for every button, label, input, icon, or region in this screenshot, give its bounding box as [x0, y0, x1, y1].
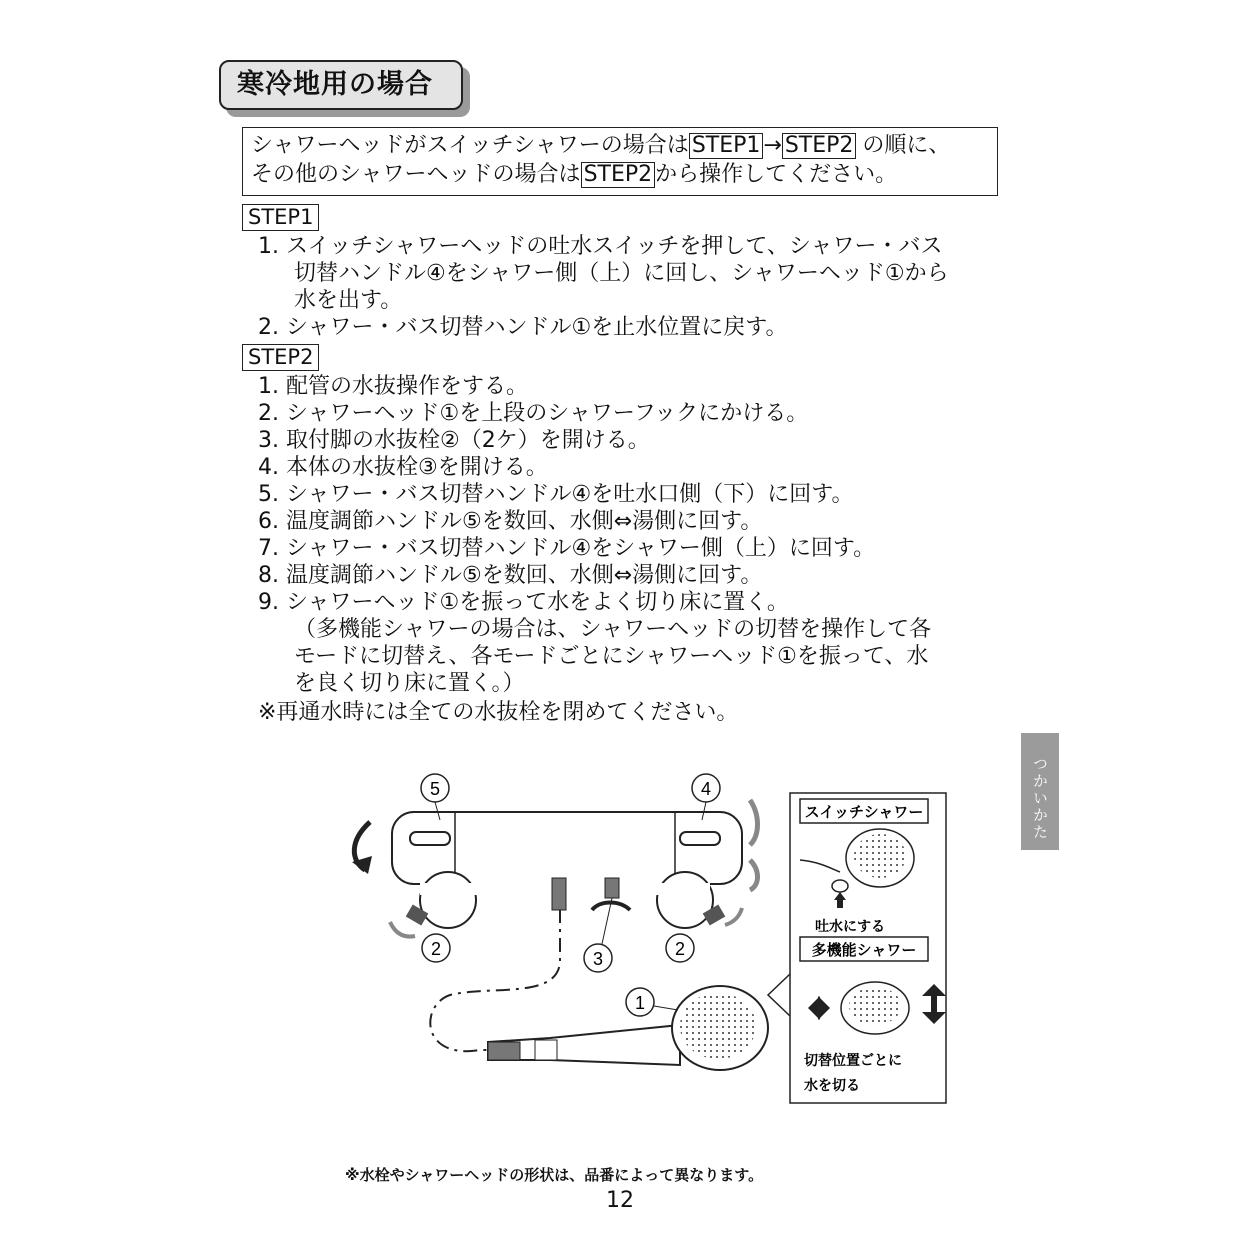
step1-tag: STEP1: [689, 133, 764, 159]
step1-line: 2. シャワー・バス切替ハンドル①を止水位置に戻す。: [258, 315, 788, 340]
section-title: 寒冷地用の場合: [219, 60, 463, 110]
step2-line: 5. シャワー・バス切替ハンドル④を吐水口側（下）に回す。: [258, 482, 854, 507]
step1-line: 1. スイッチシャワーヘッドの吐水スイッチを押して、シャワー・バス: [258, 234, 943, 259]
svg-text:5: 5: [429, 779, 441, 799]
svg-text:4: 4: [700, 779, 712, 799]
step1-line: 水を出す。: [294, 288, 403, 313]
step2-line: 7. シャワー・バス切替ハンドル④をシャワー側（上）に回す。: [258, 536, 876, 561]
intro-text: シャワーヘッドがスイッチシャワーの場合は: [251, 133, 689, 158]
side-tab: つかいかた: [1021, 733, 1059, 850]
footnote: ※水栓やシャワーヘッドの形状は、品番によって異なります。: [345, 1166, 764, 1184]
step2-line: モードに切替え、各モードごとにシャワーヘッド①を振って、水: [294, 644, 929, 669]
step2-line: 8. 温度調節ハンドル⑤を数回、水側⇔湯側に回す。: [258, 563, 763, 588]
step1-line: 切替ハンドル④をシャワー側（上）に回し、シャワーヘッド①から: [294, 261, 949, 286]
step2-line: 4. 本体の水抜栓③を開ける。: [258, 455, 548, 480]
faucet-diagram: [330, 760, 970, 1120]
step2-tag: STEP2: [581, 162, 656, 188]
switch-caption: 吐水にする: [815, 919, 885, 935]
step2-line: （多機能シャワーの場合は、シャワーヘッドの切替を操作して各: [294, 617, 932, 642]
svg-text:3: 3: [592, 949, 604, 969]
step2-line: 1. 配管の水抜操作をする。: [258, 374, 528, 399]
multi-caption-2: 水を切る: [804, 1078, 860, 1094]
intro-text: から操作してください。: [655, 162, 898, 187]
arrow: →: [763, 133, 782, 158]
step2-line: を良く切り床に置く。）: [294, 671, 525, 696]
step2-line: 6. 温度調節ハンドル⑤を数回、水側⇔湯側に回す。: [258, 509, 763, 534]
multi-caption-1: 切替位置ごとに: [804, 1053, 902, 1069]
intro-line-1: [251, 131, 997, 160]
step2-label: STEP2: [242, 344, 319, 371]
intro-box: [242, 127, 998, 196]
step2-line: 3. 取付脚の水抜栓②（2ケ）を開ける。: [258, 428, 650, 453]
intro-text: の順に、: [862, 133, 951, 158]
intro-line-2: [251, 160, 997, 189]
step2-note: ※再通水時には全ての水抜栓を閉めてください。: [258, 700, 739, 725]
svg-text:2: 2: [674, 939, 686, 959]
intro-text: その他のシャワーヘッドの場合は: [251, 162, 581, 187]
step2-line: 9. シャワーヘッド①を振って水をよく切り床に置く。: [258, 590, 789, 615]
svg-text:1: 1: [634, 993, 646, 1013]
page-number: 12: [606, 1188, 634, 1213]
multi-shower-title: 多機能シャワー: [811, 941, 917, 959]
switch-shower-title: スイッチシャワー: [804, 803, 924, 821]
step2-tag: STEP2: [782, 133, 857, 159]
step2-line: 2. シャワーヘッド①を上段のシャワーフックにかける。: [258, 401, 809, 426]
svg-text:2: 2: [430, 939, 442, 959]
step1-label: STEP1: [242, 204, 319, 231]
